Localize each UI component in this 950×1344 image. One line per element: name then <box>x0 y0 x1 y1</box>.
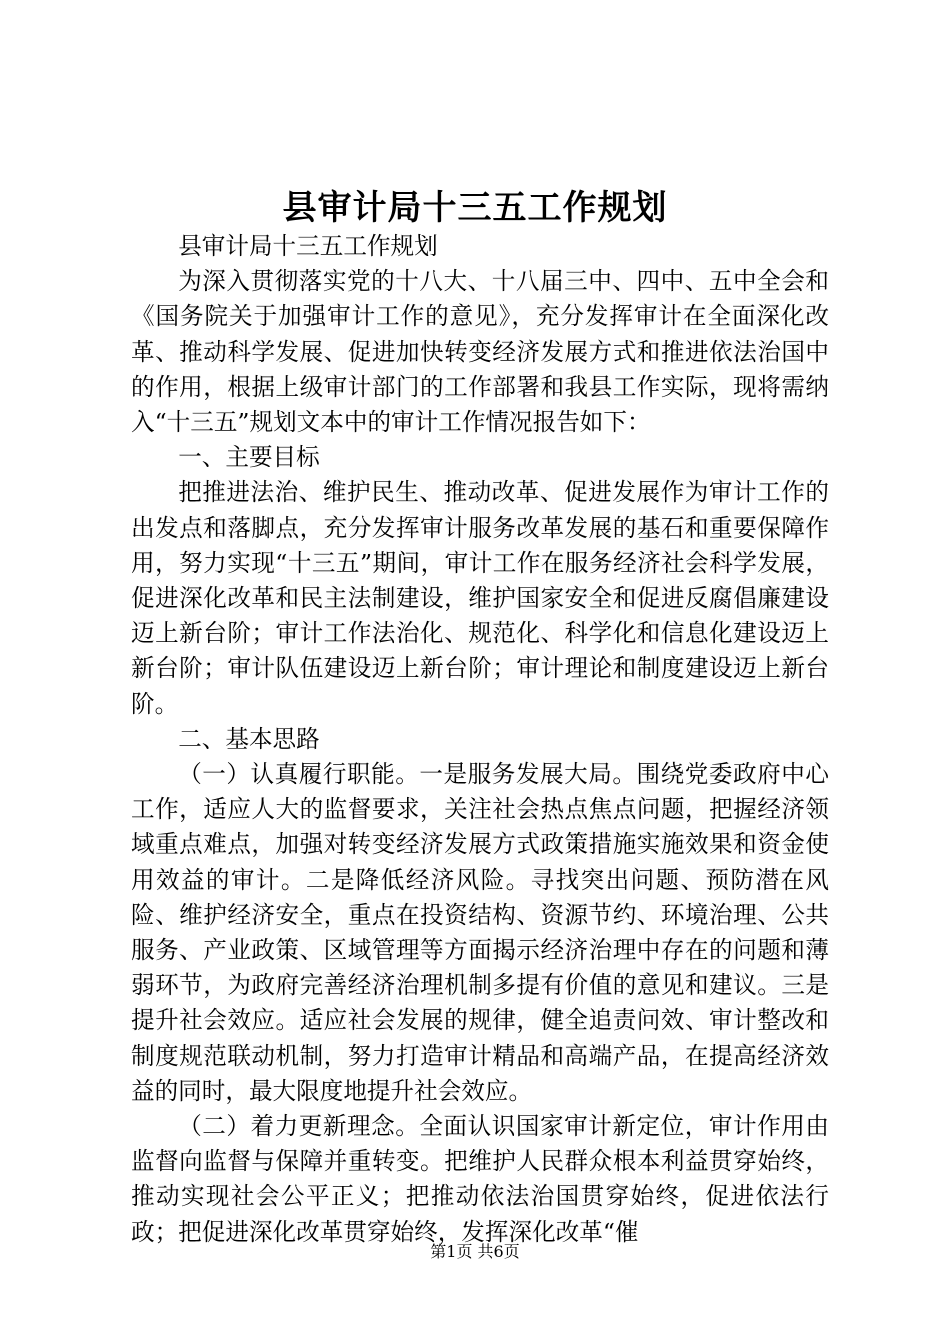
paragraph-main-goals: 把推进法治、维护民生、推动改革、促进发展作为审计工作的出发点和落脚点，充分发挥审计服务改革发展的基石和重要保障作用，努力实现“十三五”期间，审计工作在服务经济社会科学发展，促进深化改革和民主法制建设，维护国家安全和促进反腐倡廉建设迈上新台阶；审计工作法治化、规范化、科学化和信息化建设迈上新台阶；审计队伍建设迈上新台阶；审计理论和制度建设迈上新台阶。 <box>131 478 829 718</box>
document-body <box>131 229 829 1250</box>
paragraph-approach-1: （一）认真履行职能。一是服务发展大局。围绕党委政府中心工作，适应人大的监督要求，关注社会热点焦点问题，把握经济领域重点难点，加强对转变经济发展方式政策措施实施效果和资金使用效益的审计。二是降低经济风险。寻找突出问题、预防潜在风险、维护经济安全，重点在投资结构、资源节约、环境治理、公共服务、产业政策、区域管理等方面揭示经济治理中存在的问题和薄弱环节，为政府完善经济治理机制多提有价值的意见和建议。三是提升社会效应。适应社会发展的规律，健全追责问效、审计整改和制度规范联动机制，努力打造审计精品和高端产品，在提高经济效益的同时，最大限度地提升社会效应。 <box>131 760 829 1105</box>
heading-basic-approach: 二、基本思路 <box>178 724 320 753</box>
document-title: 县审计局十三五工作规划 <box>282 188 668 228</box>
paragraph-subtitle: 县审计局十三五工作规划 <box>178 232 438 260</box>
paragraph-approach-2: （二）着力更新理念。全面认识国家审计新定位，审计作用由监督向监督与保障并重转变。把维护人民群众根本利益贯穿始终，推动实现社会公平正义；把推动依法治国贯穿始终，促进依法行政；把促进深化改革贯穿始终，发挥深化改革“催 <box>131 1112 829 1246</box>
heading-main-goals: 一、主要目标 <box>178 443 320 472</box>
page-footer: 第1页 共6页 <box>430 1242 520 1261</box>
paragraph-intro: 为深入贯彻落实党的十八大、十八届三中、四中、五中全会和《国务院关于加强审计工作的意见》，充分发挥审计在全面深化改革、推动科学发展、促进加快转变经济发展方式和推进依法治国中的作用，根据上级审计部门的工作部署和我县工作实际，现将需纳入“十三五”规划文本中的审计工作情况报告如下： <box>131 267 829 437</box>
